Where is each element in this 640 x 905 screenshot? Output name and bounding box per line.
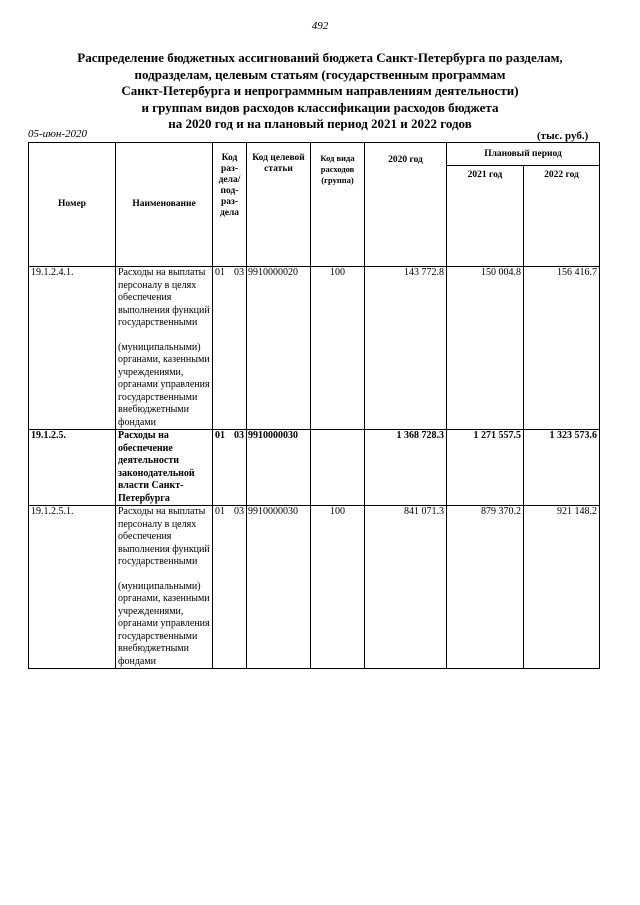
table-row <box>29 506 600 669</box>
row-subsection: 03 <box>231 506 247 669</box>
title-line: Распределение бюджетных ассигнований бюджета Санкт-Петербурга по разделам, <box>77 50 563 65</box>
row-target: 9910000030 <box>247 430 311 506</box>
row-expense: 100 <box>311 267 365 430</box>
header-target: Код целевой статьи <box>247 143 311 267</box>
row-2021: 879 370.2 <box>447 506 524 669</box>
header-number: Номер <box>29 143 116 267</box>
row-section: 01 <box>213 267 231 430</box>
page-number: 492 <box>311 20 329 32</box>
row-name: Расходы на обеспечение деятельности законодательной власти Санкт-Петербурга <box>116 430 213 506</box>
row-2022: 156 416.7 <box>524 267 600 430</box>
table-row <box>29 267 600 430</box>
header-expense: Код вида расходов (группа) <box>311 143 365 267</box>
row-2020: 841 071.3 <box>365 506 447 669</box>
row-2022: 1 323 573.6 <box>524 430 600 506</box>
document-date: 05-июн-2020 <box>28 128 88 140</box>
row-target: 9910000030 <box>247 506 311 669</box>
row-name <box>116 506 213 669</box>
row-expense <box>311 430 365 506</box>
row-2020: 143 772.8 <box>365 267 447 430</box>
title-line: подразделам, целевым статьям (государственным программам <box>134 66 506 82</box>
row-target: 9910000020 <box>247 267 311 430</box>
header-section: Код раз-дела/ под-раз-дела <box>213 143 247 267</box>
header-2022: 2022 год <box>524 166 600 267</box>
header-name: Наименование <box>116 143 213 267</box>
row-subsection: 03 <box>231 430 247 506</box>
row-number: 19.1.2.5. <box>29 430 116 506</box>
row-name-part: Расходы на выплаты персоналу в целях обеспечения выполнения функций государственными <box>118 267 210 328</box>
row-name-part: (муниципальными) органами, казенными учреждениями, органами управления государственными внебюджетными фондами <box>118 580 210 667</box>
row-2022: 921 148.2 <box>524 506 600 669</box>
row-number: 19.1.2.5.1. <box>29 506 116 669</box>
row-subsection: 03 <box>231 267 247 430</box>
header-2021: 2021 год <box>447 166 524 267</box>
row-expense: 100 <box>311 506 365 669</box>
document-title <box>40 50 600 133</box>
row-name-part: Расходы на выплаты персоналу в целях обеспечения выполнения функций государственными <box>118 506 210 567</box>
title-line: Санкт-Петербурга и непрограммным направлениям деятельности) <box>121 83 519 98</box>
budget-table <box>28 142 600 669</box>
row-name-part: (муниципальными) органами, казенными учреждениями, органами управления государственными внебюджетными фондами <box>118 341 210 428</box>
row-section: 01 <box>213 430 231 506</box>
row-2021: 1 271 557.5 <box>447 430 524 506</box>
title-line: на 2020 год и на плановый период 2021 и 2022 годов <box>168 116 472 131</box>
header-2020: 2020 год <box>365 143 447 267</box>
row-2020: 1 368 728.3 <box>365 430 447 506</box>
row-section: 01 <box>213 506 231 669</box>
row-2021: 150 004.8 <box>447 267 524 430</box>
row-number: 19.1.2.4.1. <box>29 267 116 430</box>
title-line: и группам видов расходов классификации расходов бюджета <box>141 99 499 115</box>
table-row <box>29 430 600 506</box>
header-planned-period: Плановый период <box>447 143 600 166</box>
units-label: (тыс. руб.) <box>537 130 589 142</box>
row-name <box>116 267 213 430</box>
